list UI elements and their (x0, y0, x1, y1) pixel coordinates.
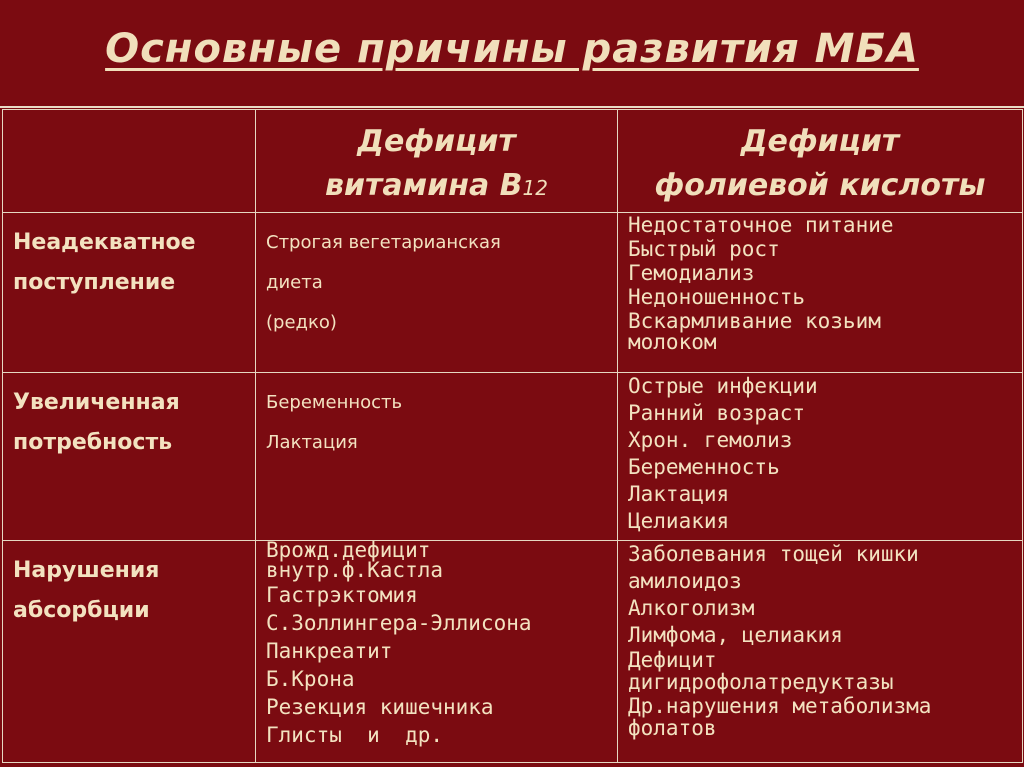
list-item: Панкреатит (266, 639, 393, 663)
list-item: Вскармливание козьим (628, 309, 881, 333)
list-item: дигидрофолатредуктазы (628, 670, 894, 694)
list-item: С.Золлингера-Эллисона (266, 611, 532, 635)
list-item: Лактация (266, 432, 358, 453)
list-item: Врожд.дефицит (266, 538, 431, 562)
list-item: диета (266, 272, 323, 293)
list-item: (редко) (266, 312, 337, 333)
list-item: Быстрый рост (628, 237, 780, 261)
list-item: Острые инфекции (628, 374, 818, 398)
list-item: Др.нарушения метаболизма (628, 694, 932, 718)
list-item: Беременность (628, 455, 780, 479)
row-label-increased-demand: Увеличенная потребность (3, 373, 256, 541)
header-row (3, 110, 1023, 213)
list-item: Недостаточное питание (628, 213, 894, 237)
list-item: Хрон. гемолиз (628, 428, 793, 452)
causes-table (2, 109, 1023, 763)
header-b12-line1: Дефицит (357, 124, 516, 159)
list-item: Б.Крона (266, 667, 355, 691)
folate-cell-absorption-disorders (618, 541, 1023, 763)
b12-cell-absorption-disorders (256, 538, 618, 763)
b12-cell-inadequate-intake (256, 213, 618, 373)
list-item: Глисты и др. (266, 723, 444, 747)
list-item: фолатов (628, 716, 717, 740)
list-item: внутр.ф.Кастла (266, 558, 444, 582)
header-b12-line2: витамина В12 (325, 168, 548, 203)
list-item: Целиакия (628, 509, 730, 533)
title-divider (0, 106, 1024, 108)
list-item: амилоидоз (628, 569, 742, 593)
row-label-absorption-disorders: Нарушения абсорбции (3, 541, 256, 763)
row-label-inadequate-intake: Неадекватное поступление (3, 213, 256, 373)
slide-title: Основные причины развития МБА (105, 26, 919, 72)
folate-cell-inadequate-intake (618, 213, 1023, 373)
list-item: Алкоголизм (628, 596, 755, 620)
header-b12-subscript: 12 (522, 176, 548, 200)
list-item: Беременность (266, 392, 403, 413)
header-folate-line2: фолиевой кислоты (654, 168, 986, 203)
header-b12 (256, 110, 618, 213)
list-item: Резекция кишечника (266, 695, 494, 719)
table-row-inadequate-intake (3, 213, 1023, 373)
list-item: Гастрэктомия (266, 583, 418, 607)
header-empty-cell (3, 110, 256, 213)
list-item: Гемодиализ (628, 261, 755, 285)
list-item: Дефицит (628, 648, 717, 672)
table-row-increased-demand (3, 373, 1023, 541)
list-item: Строгая вегетарианская (266, 232, 501, 253)
list-item: молоком (628, 330, 717, 354)
header-folate-line1: Дефицит (740, 124, 900, 159)
header-folate (618, 110, 1023, 213)
table-row-absorption-disorders (3, 541, 1023, 763)
b12-cell-increased-demand (256, 373, 618, 541)
list-item: Недоношенность (628, 285, 806, 309)
list-item: Ранний возраст (628, 401, 806, 425)
list-item: Заболевания тощей кишки (628, 542, 919, 566)
list-item: Лимфома, целиакия (628, 623, 843, 647)
list-item: Лактация (628, 482, 730, 506)
folate-cell-increased-demand (618, 373, 1023, 541)
